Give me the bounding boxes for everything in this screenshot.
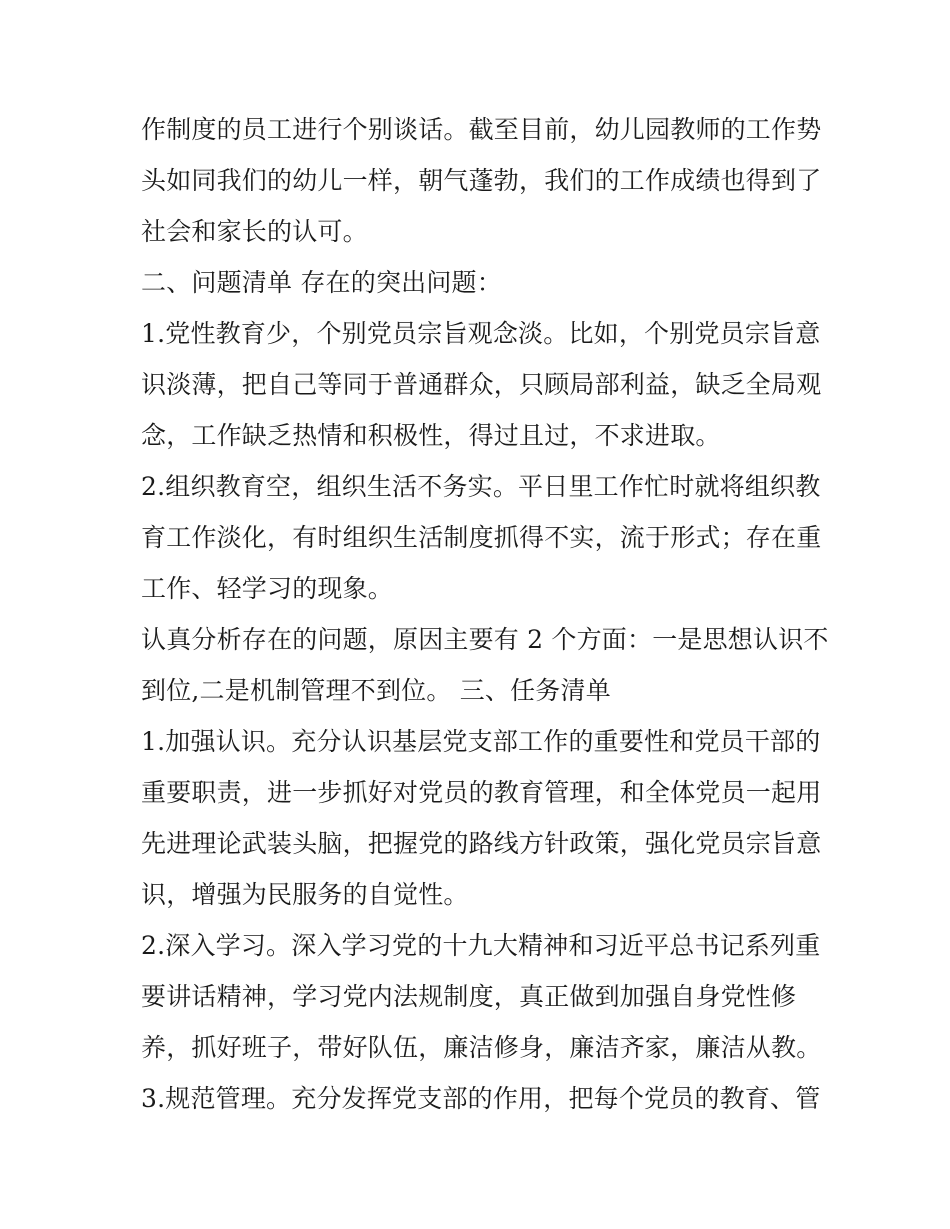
- text-line: 2.深入学习。深入学习党的十九大精神和习近平总书记系列重: [141, 931, 821, 960]
- text-line: 识，增强为民服务的自觉性。: [141, 880, 469, 909]
- text-line: 作制度的员工进行个别谈话。截至目前，幼儿园教师的工作势: [141, 115, 822, 144]
- text-line: 认真分析存在的问题，原因主要有 2 个方面：一是思想认识不: [141, 625, 829, 654]
- text-line: 养，抓好班子，带好队伍，廉洁修身，廉洁齐家，廉洁从教。: [141, 1033, 822, 1062]
- text-line: 头如同我们的幼儿一样，朝气蓬勃，我们的工作成绩也得到了: [141, 166, 822, 195]
- text-line: 1.党性教育少，个别党员宗旨观念淡。比如，个别党员宗旨意: [141, 319, 821, 348]
- text-line: 育工作淡化，有时组织生活制度抓得不实，流于形式；存在重: [141, 523, 822, 552]
- text-line: 2.组织教育空，组织生活不务实。平日里工作忙时就将组织教: [141, 472, 821, 501]
- text-line: 工作、轻学习的现象。: [141, 574, 394, 603]
- text-line: 要讲话精神，学习党内法规制度，真正做到加强自身党性修: [141, 982, 797, 1011]
- text-line: 念，工作缺乏热情和积极性，得过且过，不求进取。: [141, 421, 721, 450]
- text-line: 先进理论武装头脑，把握党的路线方针政策，强化党员宗旨意: [141, 829, 822, 858]
- text-line: 重要职责，进一步抓好对党员的教育管理，和全体党员一起用: [141, 778, 822, 807]
- text-line: 社会和家长的认可。: [141, 217, 368, 246]
- text-line: 到位,二是机制管理不到位。 三、任务清单: [141, 676, 611, 705]
- text-line: 识淡薄，把自己等同于普通群众，只顾局部利益，缺乏全局观: [141, 370, 822, 399]
- document-body: [141, 104, 829, 1124]
- section-heading: 二、问题清单 存在的突出问题：: [141, 268, 502, 297]
- text-line: 3.规范管理。充分发挥党支部的作用，把每个党员的教育、管: [141, 1084, 821, 1113]
- text-line: 1.加强认识。充分认识基层党支部工作的重要性和党员干部的: [141, 727, 821, 756]
